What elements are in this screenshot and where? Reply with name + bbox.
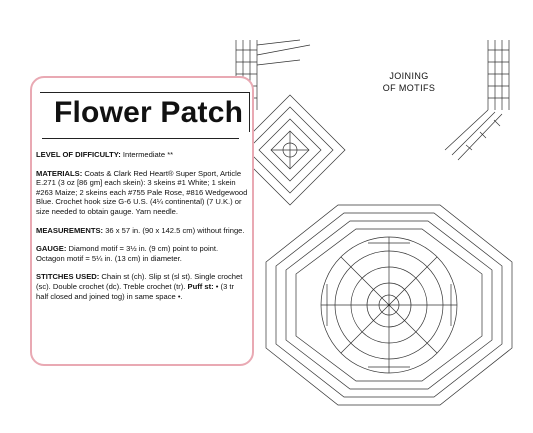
materials-text: Coats & Clark Red Heart® Super Sport, Article E.271 (3 oz [86 gm] each skein): 3 skeins #1 White; 1 skein #263 Maize; 2 skeins each #755 Pale Rose, #816 Wedgewood Blue. Crochet hook size G-6 U.S. (4¼ continental) (7 U.K.) or size needed to obtain gauge. Yarn needle. (36, 168, 248, 216)
difficulty-section (36, 150, 248, 160)
joining-of-motifs-label (373, 70, 445, 94)
measurements-section (36, 226, 248, 236)
stitches-section (36, 272, 248, 301)
joining-label-line2: OF MOTIFS (382, 83, 436, 93)
measurements-label: MEASUREMENTS: (36, 225, 104, 235)
puff-stitch-label: Puff st: (187, 281, 214, 291)
stitches-text: Chain st (ch). Slip st (sl st). Single crochet (sc). Double crochet (dc). Treble crochet (tr). (36, 272, 243, 291)
difficulty-label: LEVEL OF DIFFICULTY: (36, 150, 121, 159)
difficulty-value: Intermediate ** (120, 150, 174, 159)
puff-stitch-text: • (3 tr half closed and joined tog) in same space •. (36, 281, 235, 301)
stitches-label: STITCHES USED: (36, 272, 100, 282)
gauge-text: Diamond motif = 3½ in. (9 cm) point to point. Octagon motif = 5¼ in. (13 cm) in diameter. (36, 244, 219, 263)
materials-label: MATERIALS: (36, 168, 83, 178)
gauge-section (36, 244, 248, 263)
pattern-details (36, 150, 248, 310)
joining-label-line1: JOINING (389, 71, 429, 81)
measurements-text: 36 x 57 in. (90 x 142.5 cm) without fringe. (103, 225, 245, 235)
octagon-motif (266, 205, 512, 405)
title-underline (42, 138, 239, 139)
pattern-title: Flower Patch (54, 96, 244, 129)
materials-section (36, 169, 248, 217)
motif-border-upper-right (445, 40, 509, 160)
gauge-label: GAUGE: (36, 244, 67, 254)
